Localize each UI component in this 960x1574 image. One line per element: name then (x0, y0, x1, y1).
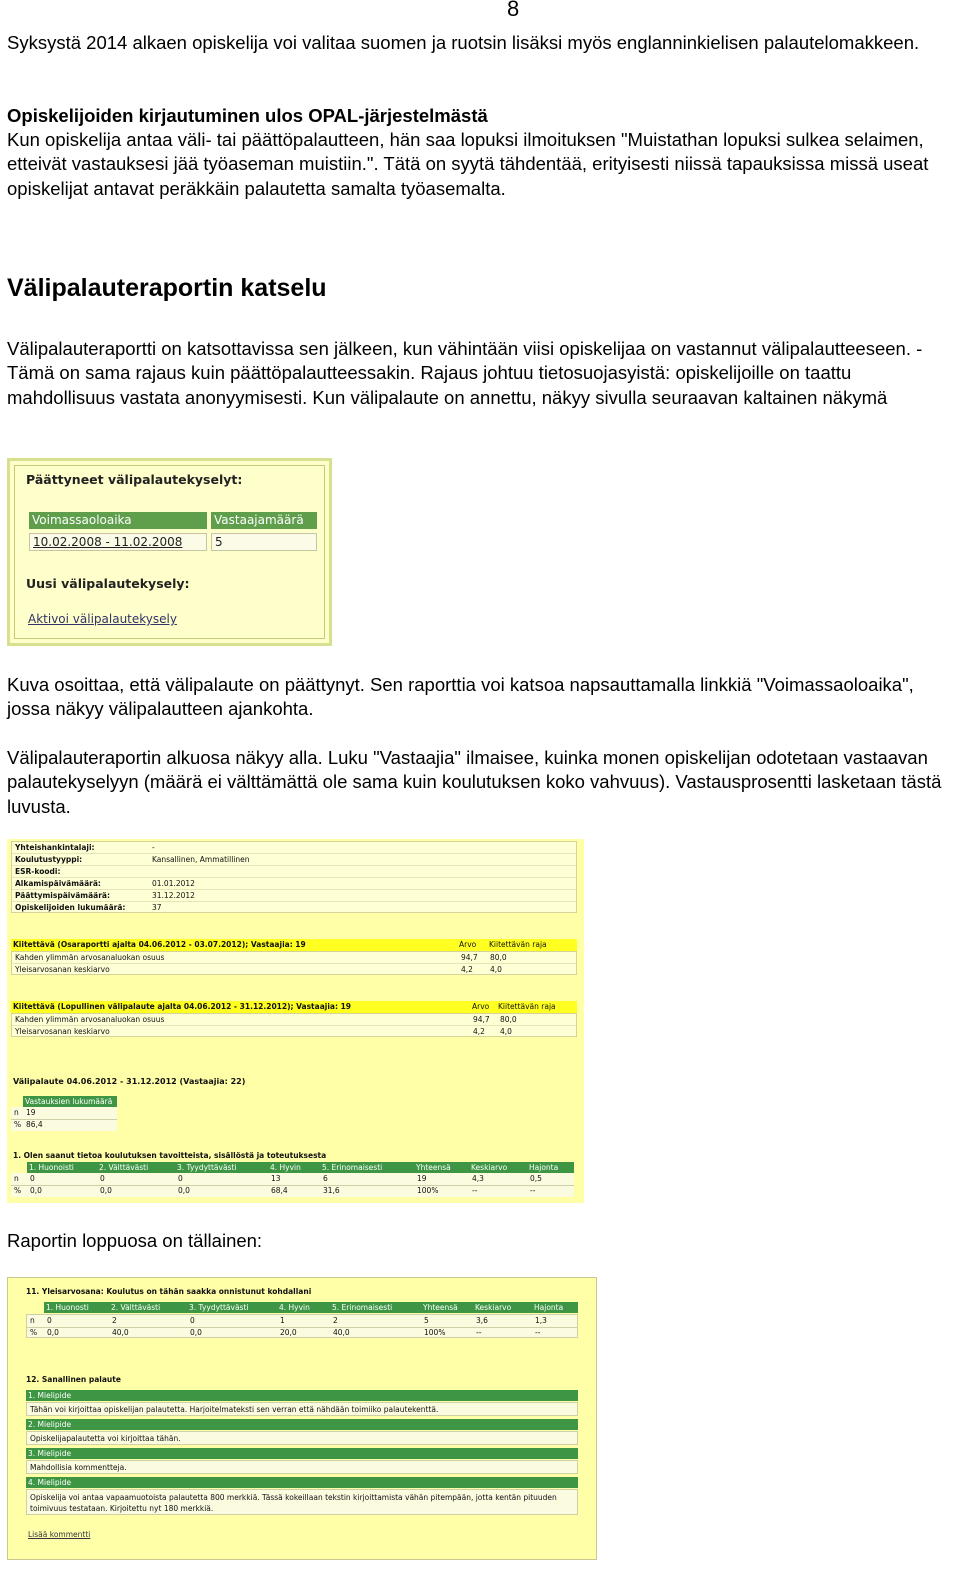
block1-row-value: 94,7 (461, 953, 478, 962)
q1-cell: 0,0 (178, 1186, 190, 1195)
respondents-header: Vastaajamäärä (211, 512, 317, 529)
q1-cell: -- (472, 1186, 478, 1195)
q1-col-header: 5. Erinomaisesti (322, 1163, 383, 1172)
count-header (23, 1096, 117, 1107)
info-value: - (152, 843, 155, 852)
block1-row-label: Yleisarvosanan keskiarvo (15, 965, 110, 974)
block1-row-value: 4,2 (461, 965, 473, 974)
block1-table (11, 951, 577, 975)
q11-cell: 20,0 (280, 1328, 297, 1337)
q11-col-header: 1. Huonosti (46, 1303, 89, 1312)
block2-row-limit: 4,0 (500, 1027, 512, 1036)
q1-cell: 0,0 (100, 1186, 112, 1195)
block2-row-value: 94,7 (473, 1015, 490, 1024)
q1-col-header: Yhteensä (416, 1163, 451, 1172)
activate-query-link[interactable]: Aktivoi välipalautekysely (28, 612, 177, 626)
new-query-title: Uusi välipalautekysely: (26, 576, 190, 591)
q11-col-header: 2. Välttävästi (111, 1303, 161, 1312)
q11-col-header: 3. Tyydyttävästi (189, 1303, 249, 1312)
paragraph-language: Syksystä 2014 alkaen opiskelija voi valitaa suomen ja ruotsin lisäksi myös englanninkielisen palautelomakkeen. (7, 32, 920, 53)
q1-cell: 68,4 (271, 1186, 288, 1195)
block2-raja-header: Kiitettävän raja (498, 1002, 556, 1011)
q1-col-header: 3. Tyydyttävästi (177, 1163, 237, 1172)
block1-header (11, 939, 577, 951)
block1-arvo-header: Arvo (459, 940, 477, 949)
q1-cell: 6 (323, 1174, 328, 1183)
q11-col-header: 4. Hyvin (279, 1303, 310, 1312)
block2-table (11, 1013, 577, 1037)
info-value: Kansallinen, Ammatillinen (152, 855, 250, 864)
count-row-label: n (14, 1108, 19, 1117)
logout-heading: Opiskelijoiden kirjautuminen ulos OPAL-järjestelmästä (7, 105, 488, 126)
info-table (11, 841, 577, 913)
q1-cell: 13 (271, 1174, 281, 1183)
block1-row-limit: 80,0 (490, 953, 507, 962)
report-start-screenshot (7, 839, 584, 1203)
block2-row-label: Kahden ylimmän arvosanaluokan osuus (15, 1015, 165, 1024)
q1-cell: 31,6 (323, 1186, 340, 1195)
opinion-text-box (26, 1431, 578, 1445)
opinion-text: Tähän voi kirjoittaa opiskelijan palautetta. Harjoitelmateksti sen verran että nähdään toimiiko palautekenttä. (30, 1405, 439, 1414)
count-table (11, 1107, 117, 1131)
info-label: ESR-koodi: (15, 867, 61, 876)
count-row-value: 19 (26, 1108, 36, 1117)
q1-col-header: 1. Huonoisti (29, 1163, 74, 1172)
opinion-text: Opiskelija voi antaa vapaamuotoista palautetta 800 merkkiä. Tässä kokeillaan tekstin kirjoittamista vähän pitempään, jotta kentän pituuden toimivuus testataan. Kirjoitettu nyt 180 merkkiä. (30, 1493, 557, 1513)
q1-col-header: Hajonta (529, 1163, 559, 1172)
q11-cell: 40,0 (112, 1328, 129, 1337)
opinion-text-box (26, 1402, 578, 1416)
q1-cell: 0 (30, 1174, 35, 1183)
block1-title: Kiitettävä (Osaraportti ajalta 04.06.2012 - 03.07.2012); Vastaajia: 19 (13, 940, 306, 949)
q1-cell: 19 (417, 1174, 427, 1183)
page-number: 8 (507, 0, 520, 21)
q11-cell: 1 (280, 1316, 285, 1325)
q11-cell: 0 (47, 1316, 52, 1325)
q1-title: 1. Olen saanut tietoa koulutuksen tavoitteista, sisällöstä ja toteutuksesta (13, 1151, 327, 1160)
block1-row-label: Kahden ylimmän arvosanaluokan osuus (15, 953, 165, 962)
validity-header: Voimassaoloaika (29, 512, 207, 529)
q11-row-label: n (30, 1316, 35, 1325)
q1-col-header: 2. Välttävästi (99, 1163, 149, 1172)
q1-cell: 0 (178, 1174, 183, 1183)
opinion-header (26, 1448, 578, 1459)
info-value: 37 (152, 903, 162, 912)
opinion-header (26, 1419, 578, 1430)
count-row-label: % (14, 1120, 22, 1129)
q1-cell: 0,0 (30, 1186, 42, 1195)
info-label: Alkamispäivämäärä: (15, 879, 101, 888)
block2-arvo-header: Arvo (472, 1002, 490, 1011)
opinion-text: Opiskelijapalautetta voi kirjoittaa tähän. (30, 1434, 181, 1443)
q11-header (44, 1302, 578, 1313)
q1-col-header: 4. Hyvin (270, 1163, 301, 1172)
q1-cell: 0 (100, 1174, 105, 1183)
q1-cell: -- (530, 1186, 536, 1195)
q1-cell: 4,3 (472, 1174, 484, 1183)
block1-row-limit: 4,0 (490, 965, 502, 974)
block2-row-limit: 80,0 (500, 1015, 517, 1024)
q11-table (26, 1314, 578, 1338)
q11-cell: 40,0 (333, 1328, 350, 1337)
opinion-text: Mahdollisia kommentteja. (30, 1463, 127, 1472)
q1-cell: 0,5 (530, 1174, 542, 1183)
q11-cell: 2 (112, 1316, 117, 1325)
opinion-label: 1. Mielipide (28, 1391, 72, 1400)
info-label: Päättymispäivämäärä: (15, 891, 110, 900)
paragraph-report-end: Raportin loppuosa on tällainen: (7, 1230, 263, 1251)
q1-header (27, 1162, 574, 1173)
q11-cell: 0 (190, 1316, 195, 1325)
q11-cell: -- (476, 1328, 482, 1337)
q11-cell: 1,3 (535, 1316, 547, 1325)
info-label: Koulutustyyppi: (15, 855, 83, 864)
q1-row-label: n (14, 1174, 19, 1183)
block1-raja-header: Kiitettävän raja (489, 940, 547, 949)
opinion-label: 2. Mielipide (28, 1420, 72, 1429)
ended-queries-title: Päättyneet välipalautekyselyt: (26, 472, 243, 487)
q1-row-label: % (14, 1186, 22, 1195)
opinion-text-box (26, 1460, 578, 1474)
opinion-header (26, 1390, 578, 1401)
respondent-count: 5 (211, 533, 317, 551)
validity-link[interactable]: 10.02.2008 - 11.02.2008 (29, 533, 207, 551)
count-row-value: 86,4 (26, 1120, 43, 1129)
panel-frame (14, 465, 325, 639)
opinion-text-box (26, 1489, 578, 1515)
opinion-header (26, 1477, 578, 1488)
q11-row-label: % (30, 1328, 38, 1337)
q11-cell: -- (535, 1328, 541, 1337)
period-title: Välipalaute 04.06.2012 - 31.12.2012 (Vastaajia: 22) (13, 1077, 246, 1086)
q11-col-header: Hajonta (534, 1303, 564, 1312)
q11-title: 11. Yleisarvosana: Koulutus on tähän saakka onnistunut kohdallani (26, 1287, 312, 1296)
count-header-label: Vastauksien lukumäärä (25, 1097, 113, 1106)
q11-cell: 0,0 (47, 1328, 59, 1337)
add-comment-link[interactable]: Lisää kommentti (28, 1530, 91, 1539)
paragraph-report-availability: Välipalauteraportti on katsottavissa sen jälkeen, kun vähintään viisi opiskelijaa on vastannut välipalautteeseen. - Tämä on sama rajaus kuin päättöpalautteessakin. Rajaus johtuu tietosuojasyistä: opiskelijoille on taattu mahdollisuus vastata anonyymisesti. Kun välipalaute on annettu, näkyy sivulla seuraavan kaltainen näkymä (7, 338, 923, 408)
paragraph-figure-explanation: Kuva osoittaa, että välipalaute on päättynyt. Sen raporttia voi katsoa napsauttamalla linkkiä "Voimassaoloaika", jossa näkyy välipalautteen ajankohta. (7, 674, 914, 720)
q1-cell: 100% (417, 1186, 439, 1195)
paragraph-logout: Kun opiskelija antaa väli- tai päättöpalautteen, hän saa lopuksi ilmoituksen "Muistathan lopuksi sulkea selaimen, etteivät vastauksesi jää työaseman muistiin.". Tätä on syytä tähdentää, erityisesti niissä tapauksissa missä useat opiskelijat antavat peräkkäin palautetta samalta työasemalta. (7, 129, 929, 199)
q11-col-header: 5. Erinomaisesti (332, 1303, 393, 1312)
report-end-screenshot (7, 1277, 597, 1560)
info-value: 01.01.2012 (152, 879, 195, 888)
q1-table (11, 1173, 574, 1197)
opinion-label: 3. Mielipide (28, 1449, 72, 1458)
q11-cell: 3,6 (476, 1316, 488, 1325)
block2-title: Kiitettävä (Lopullinen välipalaute ajalta 04.06.2012 - 31.12.2012); Vastaajia: 19 (13, 1002, 352, 1011)
q11-cell: 5 (424, 1316, 429, 1325)
info-value: 31.12.2012 (152, 891, 195, 900)
q11-cell: 2 (333, 1316, 338, 1325)
opinion-label: 4. Mielipide (28, 1478, 72, 1487)
paragraph-report-start: Välipalauteraportin alkuosa näkyy alla. Luku "Vastaajia" ilmaisee, kuinka monen opiskelijan odotetaan vastaavan palautekyselyyn (määrä ei välttämättä ole sama kuin koulutuksen koko vahvuus). Vastausprosentti lasketaan tästä luvusta. (7, 747, 942, 817)
section-heading: Välipalauteraportin katselu (7, 274, 327, 302)
q12-title: 12. Sanallinen palaute (26, 1375, 121, 1384)
ended-feedback-screenshot (7, 458, 332, 646)
q11-col-header: Yhteensä (423, 1303, 458, 1312)
info-label: Opiskelijoiden lukumäärä: (15, 903, 126, 912)
block2-row-value: 4,2 (473, 1027, 485, 1036)
q1-col-header: Keskiarvo (471, 1163, 508, 1172)
q11-cell: 100% (424, 1328, 446, 1337)
q11-cell: 0,0 (190, 1328, 202, 1337)
info-label: Yhteishankintalaji: (15, 843, 95, 852)
block2-row-label: Yleisarvosanan keskiarvo (15, 1027, 110, 1036)
block2-header (11, 1001, 577, 1013)
q11-col-header: Keskiarvo (475, 1303, 512, 1312)
